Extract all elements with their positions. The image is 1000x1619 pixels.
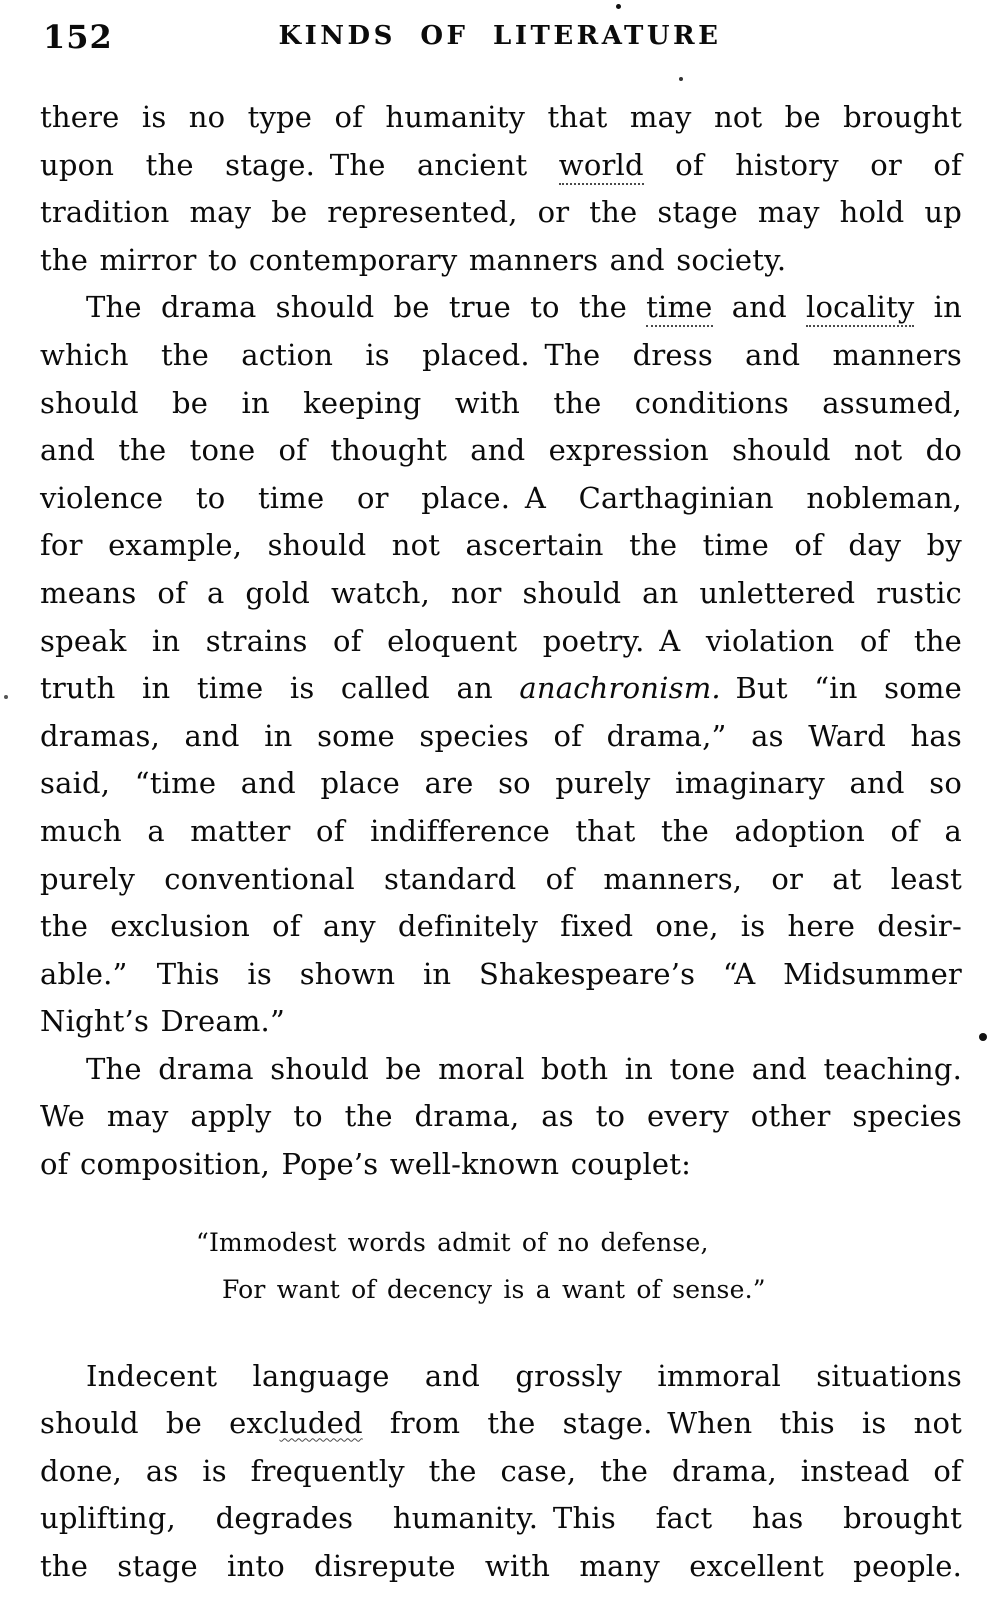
paragraph-drama-truth [40, 284, 962, 1046]
text-segment: The drama should be true to the [86, 290, 647, 325]
text-line: dramas, and in some species of drama,” as Ward has [40, 718, 962, 753]
verse-line: For want of decency is a want of sense.” [222, 1274, 766, 1304]
text-segment: of history or of [643, 147, 962, 182]
text-line: of composition, Pope’s well-known couplet: [40, 1147, 692, 1182]
text-line: done, as is frequently the case, the drama, instead of [40, 1453, 962, 1488]
text-segment-underlined: time [646, 290, 712, 327]
text-line: We may apply to the drama, as to every other species [40, 1099, 962, 1134]
text-segment: in [914, 290, 962, 325]
paragraph-indecent-language [40, 1353, 962, 1591]
text-line: tradition may be represented, or the stage may hold up [40, 195, 962, 230]
text-line: and the tone of thought and expression should not do [40, 433, 962, 468]
text-line: the mirror to contemporary manners and society. [40, 242, 787, 277]
paragraph-continuation [40, 94, 962, 284]
text-segment: But “in some [720, 671, 962, 706]
text-line [40, 1400, 962, 1448]
scan-artifact-dot [679, 77, 683, 81]
text-line: said, “time and place are so purely imaginary and so [40, 766, 962, 801]
text-segment: from the stage. When this is not [362, 1406, 962, 1441]
text-segment: should be exc [40, 1406, 280, 1441]
text-line: there is no type of humanity that may not be brought [40, 100, 962, 134]
text-line: the stage into disrepute with many excellent people. [40, 1549, 962, 1584]
paragraph-drama-moral [40, 1046, 962, 1189]
pope-couplet-blockquote [40, 1219, 962, 1313]
text-line: for example, should not ascertain the time of day by [40, 528, 962, 563]
text-line: should be in keeping with the conditions assumed, [40, 385, 962, 420]
text-line: speak in strains of eloquent poetry. A violation of the [40, 623, 962, 658]
text-segment: upon the stage. The ancient [40, 147, 559, 182]
running-title: KINDS OF LITERATURE [278, 21, 722, 51]
text-line: much a matter of indifference that the adoption of a [40, 813, 962, 848]
scan-artifact-dot [979, 1033, 987, 1041]
text-line [40, 284, 962, 332]
text-line: purely conventional standard of manners, or at least [40, 861, 962, 896]
verse-line: “Immodest words admit of no defense, [196, 1227, 709, 1257]
text-line: The drama should be moral both in tone and teaching. [86, 1051, 962, 1086]
scan-artifact-dot [616, 4, 621, 9]
text-line: violence to time or place. A Carthaginian nobleman, [40, 480, 962, 515]
page-body [40, 94, 962, 1591]
text-line: able.” This is shown in Shakespeare’s “A Midsummer [40, 956, 962, 991]
text-segment-underlined: locality [806, 290, 914, 327]
text-segment: truth in time is called an [40, 671, 520, 706]
text-segment: and [712, 290, 807, 325]
text-line: Night’s Dream.” [40, 1004, 285, 1039]
text-line: Indecent language and grossly immoral situations [86, 1358, 962, 1393]
page-header [0, 18, 1000, 60]
italic-term-anachronism: anachronism. [519, 671, 721, 706]
text-line: the exclusion of any definitely fixed one, is here desir- [40, 909, 962, 944]
text-segment-underlined: world [559, 148, 644, 185]
text-line: which the action is placed. The dress and manners [40, 337, 962, 372]
text-line: uplifting, degrades humanity. This fact has brought [40, 1501, 962, 1536]
text-line [40, 665, 962, 713]
text-line [40, 142, 962, 190]
scan-artifact-dot [4, 695, 8, 699]
text-segment-underlined: luded [279, 1406, 363, 1441]
page-number: 152 [43, 18, 113, 56]
text-line: means of a gold watch, nor should an unlettered rustic [40, 575, 962, 610]
